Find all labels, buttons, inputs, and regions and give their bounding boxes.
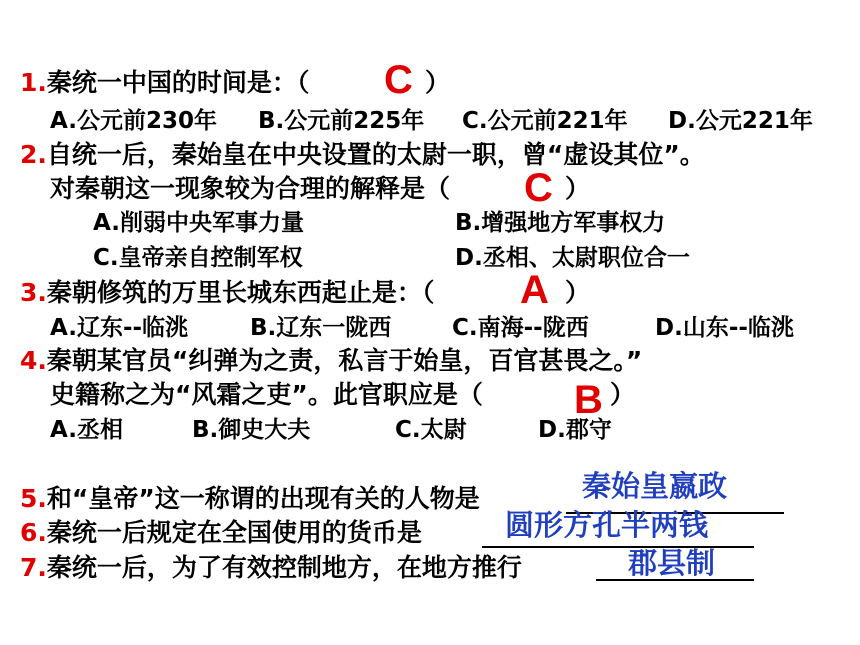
question-2-stem — [20, 140, 705, 170]
question-4-answer: B — [574, 378, 603, 422]
question-1-answer: C — [384, 58, 413, 102]
question-1-stem — [20, 68, 309, 98]
question-number: 7. — [20, 553, 47, 582]
question-4-stem — [20, 346, 642, 376]
question-4-option-c: C.太尉 — [395, 417, 467, 443]
question-4-option-d: D.郡守 — [538, 417, 612, 443]
question-1-option-d: D.公元221年 — [668, 108, 813, 134]
question-2-answer: C — [524, 166, 553, 210]
question-number: 5. — [20, 484, 47, 513]
question-1-close-paren: ） — [425, 68, 451, 97]
question-text: 自统一后，秦始皇在中央设置的太尉一职，曾“虚设其位”。 — [46, 140, 705, 169]
question-3-option-d: D.山东--临洮 — [655, 315, 794, 341]
question-text: 秦朝修筑的万里长城东西起止是：（ — [46, 278, 435, 307]
question-number: 2. — [20, 140, 47, 169]
question-7-answer: 郡县制 — [628, 546, 716, 580]
question-2-close-paren: ） — [565, 174, 591, 203]
question-5-stem — [20, 484, 480, 514]
question-2-option-c: C.皇帝亲自控制军权 — [93, 245, 303, 271]
question-2-option-d: D.丞相、太尉职位合一 — [455, 245, 690, 271]
question-text: 秦统一中国的时间是：（ — [46, 68, 310, 97]
question-3-stem — [20, 278, 434, 308]
question-text: 秦统一后规定在全国使用的货币是 — [46, 518, 422, 547]
question-4-option-a: A.丞相 — [50, 417, 123, 443]
question-2-option-b: B.增强地方军事权力 — [455, 210, 666, 236]
question-4-option-b: B.御史大夫 — [192, 417, 311, 443]
question-4-close-paren: ） — [610, 380, 636, 409]
question-5-answer: 秦始皇嬴政 — [582, 469, 728, 503]
question-7-stem — [20, 553, 522, 583]
question-3-close-paren: ） — [565, 278, 591, 307]
question-3-option-b: B.辽东一陇西 — [250, 315, 392, 341]
question-6-answer: 圆形方孔半两钱 — [505, 508, 709, 542]
question-1-option-c: C.公元前221年 — [462, 108, 628, 134]
question-number: 4. — [20, 346, 47, 375]
question-1-option-a: A.公元前230年 — [50, 108, 217, 134]
question-3-option-c: C.南海--陇西 — [452, 315, 589, 341]
question-2-stem-line2: 对秦朝这一现象较为合理的解释是（ — [50, 174, 451, 203]
question-text: 秦朝某官员“纠弹为之责，私言于始皇，百官甚畏之。” — [46, 346, 643, 375]
question-1-option-b: B.公元前225年 — [258, 108, 425, 134]
question-3-option-a: A.辽东--临洮 — [50, 315, 189, 341]
question-number: 3. — [20, 278, 47, 307]
question-6-stem — [20, 518, 422, 548]
question-number: 1. — [20, 68, 47, 97]
question-text: 秦统一后，为了有效控制地方，在地方推行 — [46, 553, 522, 582]
question-text: 和“皇帝”这一称谓的出现有关的人物是 — [46, 484, 480, 513]
question-2-option-a: A.削弱中央军事力量 — [93, 210, 304, 236]
question-4-stem-line2: 史籍称之为“风霜之吏”。此官职应是（ — [50, 380, 483, 409]
question-number: 6. — [20, 518, 47, 547]
question-3-answer: A — [520, 268, 549, 312]
